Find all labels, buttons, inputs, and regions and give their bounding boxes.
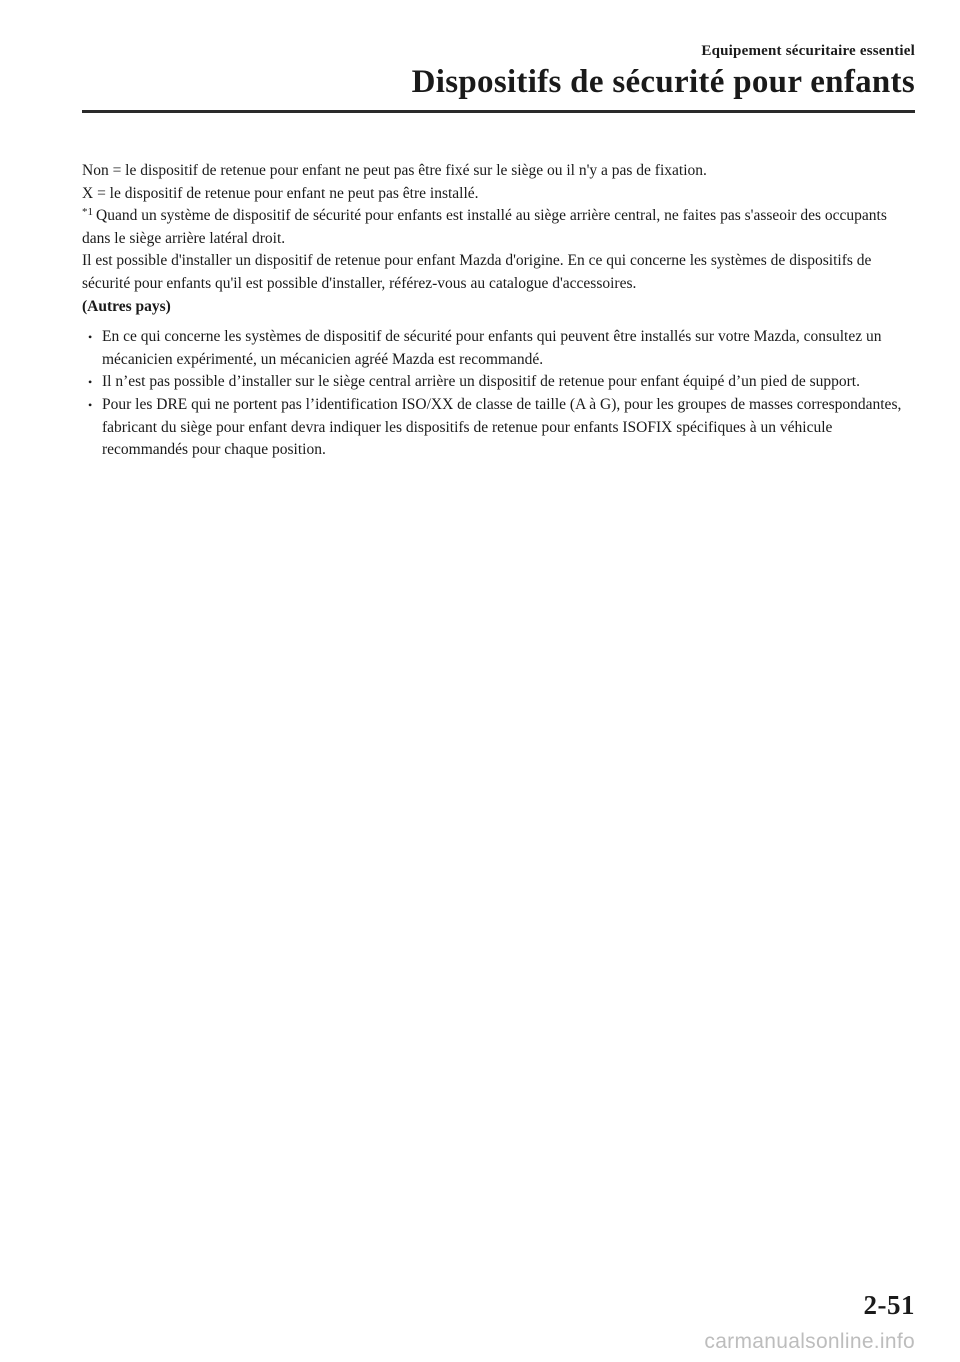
list-item-text: Il n’est pas possible d’installer sur le siège central arrière un dispositif de retenue pour enfant équipé d’un pied de support. xyxy=(102,373,860,391)
main-content xyxy=(82,160,917,462)
page-header xyxy=(412,42,915,102)
list-item-text: En ce qui concerne les systèmes de dispositif de sécurité pour enfants qui peuvent être installés sur votre Mazda, consultez un mécanicien expérimenté, un mécanicien agréé Mazda est recommandé. xyxy=(102,328,882,368)
page-number: 2-51 xyxy=(863,1290,915,1320)
bullet-icon: • xyxy=(88,330,93,345)
list-item xyxy=(82,326,917,371)
footnote-marker: *1 xyxy=(82,206,93,219)
legend-non: Non = le dispositif de retenue pour enfant ne peut pas être fixé sur le siège ou il n'y a pas de fixation. xyxy=(82,162,707,179)
watermark: carmanualsonline.info xyxy=(704,1330,915,1353)
header-divider xyxy=(82,110,915,113)
subheading-other-countries: (Autres pays) xyxy=(82,297,171,315)
list-item xyxy=(82,394,917,462)
mazda-note: Il est possible d'installer un dispositif de retenue pour enfant Mazda d'origine. En ce qui concerne les systèmes de dispositifs de sécurité pour enfants qu'il est possible d'installer, référez-vous au catalogue d'accessoires. xyxy=(82,252,872,292)
footnote xyxy=(82,205,917,250)
bullet-icon: • xyxy=(88,375,93,390)
page-title: Dispositifs de sécurité pour enfants xyxy=(411,64,915,100)
section-title: Equipement sécuritaire essentiel xyxy=(701,43,915,59)
list-item-text: Pour les DRE qui ne portent pas l’identification ISO/XX de classe de taille (A à G), pour les groupes de masses correspondantes, fabricant du siège pour enfant devra indiquer les dispositifs de retenue pour enfants ISOFIX spécifiques à un véhicule recommandés pour chaque position. xyxy=(102,395,902,459)
legend-x: X = le dispositif de retenue pour enfant ne peut pas être installé. xyxy=(82,184,479,202)
bullet-list xyxy=(82,326,917,462)
list-item xyxy=(82,371,917,394)
footnote-text: Quand un système de dispositif de sécurité pour enfants est installé au siège arrière central, ne faites pas s'asseoir des occupants dans le siège arrière latéral droit. xyxy=(82,207,887,247)
bullet-icon: • xyxy=(88,397,93,412)
